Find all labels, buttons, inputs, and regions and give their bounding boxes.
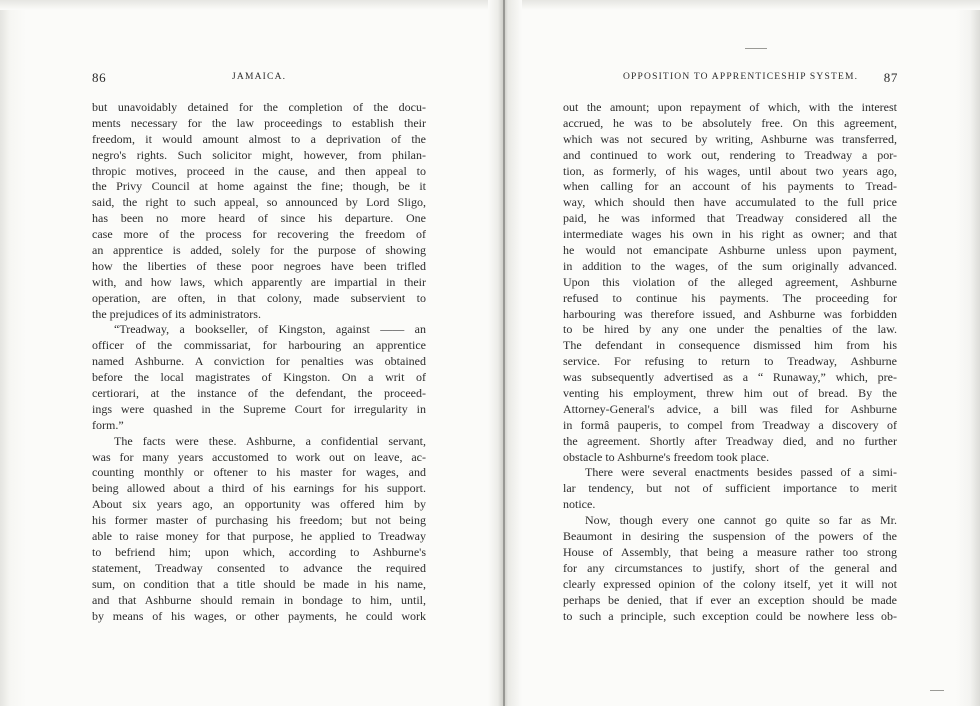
- text-line: the agreement. Shortly after Treadway died, and no further: [563, 433, 897, 448]
- text-line: certiorari, at the instance of the defendant, the proceed-: [92, 386, 426, 401]
- text-line: operation, are often, in that colony, made subservient to: [92, 290, 426, 305]
- text-line: About six years ago, an opportunity was offered him by: [92, 497, 426, 512]
- text-line: way, which should then have accumulated to the full price: [563, 195, 897, 210]
- text-line: by means of his wages, or other payments, he could work: [92, 608, 426, 623]
- text-line: ings were quashed in the Supreme Court for irregularity in: [92, 401, 426, 416]
- text-line: clearly expressed opinion of the colony itself, yet it will not: [563, 576, 897, 591]
- page-number: 87: [883, 70, 898, 85]
- text-line: sum, on condition that a title should be made in his name,: [92, 576, 426, 591]
- text-line: service. For refusing to return to Treadway, Ashburne: [563, 354, 897, 369]
- book-gutter: [488, 0, 522, 706]
- page-number: 86: [92, 70, 107, 85]
- text-line: negro's rights. Such solicitor might, however, from philan-: [92, 147, 426, 162]
- text-line: to such a principle, such exception could be nowhere less ob-: [563, 608, 897, 623]
- text-line: with, and how laws, which apparently are impartial in their: [92, 274, 426, 289]
- text-line: and that Ashburne should remain in bondage to him, until,: [92, 592, 426, 607]
- right-page: [563, 70, 897, 624]
- text-line: named Ashburne. A conviction for penalties was obtained: [92, 354, 426, 369]
- text-line: for any circumstances to justify, short of the general and: [563, 560, 897, 575]
- text-line: House of Assembly, that being a measure rather too strong: [563, 544, 897, 559]
- text-line: lar tendency, but not of sufficient importance to merit: [563, 481, 897, 496]
- left-page: [92, 70, 426, 624]
- text-line: statement, Treadway consented to advance the required: [92, 560, 426, 575]
- running-head: JAMAICA.: [232, 72, 287, 82]
- text-line: counting monthly or oftener to his master for wages, and: [92, 465, 426, 480]
- right-page-header: [563, 70, 897, 90]
- text-line: to befriend him; upon which, according to Ashburne's: [92, 544, 426, 559]
- text-line: and continued to work out, rendering to Treadway a por-: [563, 147, 897, 162]
- text-line: his former master of purchasing his freedom; but not being: [92, 513, 426, 528]
- text-line: Now, though every one cannot go quite so far as Mr.: [585, 513, 897, 528]
- text-line: accrued, he was to be absolutely free. On this agreement,: [563, 115, 897, 130]
- text-line: obstacle to Ashburne's freedom took place.: [563, 449, 770, 464]
- text-line: intermediate wages his own in his right as owner; and that: [563, 227, 897, 242]
- right-page-text: [563, 100, 897, 624]
- text-line: There were several enactments besides passed of a simi-: [585, 465, 897, 480]
- text-line: the prejudices of its administrators.: [92, 306, 261, 321]
- text-line: but unavoidably detained for the completion of the docu-: [92, 100, 426, 114]
- text-line: The facts were these. Ashburne, a confidential servant,: [114, 433, 426, 448]
- text-line: has been no more heard of since his departure. One: [92, 211, 426, 226]
- text-line: form.”: [92, 417, 124, 432]
- text-line: he would not emancipate Ashburne unless upon payment,: [563, 243, 897, 258]
- text-line: freedom, it would amount almost to a deprivation of the: [92, 131, 426, 146]
- text-line: when calling for an account of his payments to Tread-: [563, 179, 897, 194]
- left-page-text: [92, 100, 426, 624]
- text-line: notice.: [563, 497, 596, 512]
- text-line: Upon this violation of the alleged agreement, Ashburne: [563, 274, 897, 289]
- text-line: harbouring was therefore issued, and Ashburne was forbidden: [563, 306, 897, 321]
- text-line: Beaumont in desiring the suspension of the powers of the: [563, 529, 897, 544]
- gutter-fold-line: [503, 0, 505, 706]
- text-line: said, the right to such appeal, so announced by Lord Sligo,: [92, 195, 426, 210]
- text-line: in addition to the wages, of the sum originally advanced.: [563, 258, 897, 273]
- text-line: officer of the commissariat, for harbouring an apprentice: [92, 338, 426, 353]
- text-line: The defendant in consequence dismissed him from his: [563, 338, 897, 353]
- text-line: ments necessary for the law proceedings to establish their: [92, 115, 426, 130]
- text-line: able to raise money for that purpose, he applied to Treadway: [92, 529, 426, 544]
- text-line: was subsequently advertised as a “ Runaway,” which, pre-: [563, 370, 897, 385]
- text-line: thropic motives, proceed in the cause, and then appeal to: [92, 163, 426, 178]
- scan-mark: [930, 690, 944, 691]
- running-head: OPPOSITION TO APPRENTICESHIP SYSTEM.: [623, 72, 859, 82]
- text-line: which was not secured by writing, Ashburne was transferred,: [563, 131, 897, 146]
- text-line: “Treadway, a bookseller, of Kingston, against —— an: [114, 322, 426, 337]
- text-line: tion, as formerly, of his wages, until about two years ago,: [563, 163, 897, 178]
- text-line: venting his employment, threw him out of bread. By the: [563, 386, 897, 401]
- text-line: out the amount; upon repayment of which, with the interest: [563, 100, 897, 114]
- text-line: in formâ pauperis, to compel from Treadway a discovery of: [563, 417, 897, 432]
- text-line: refused to continue his payments. The proceeding for: [563, 290, 897, 305]
- left-page-edge: [0, 0, 26, 706]
- text-line: to be hired by any one under the penalties of the law.: [563, 322, 897, 337]
- text-line: being allowed about a third of his earnings for his support.: [92, 481, 426, 496]
- text-line: was for many years accustomed to work out on leave, ac-: [92, 449, 426, 464]
- text-line: Attorney-General's advice, a bill was filed for Ashburne: [563, 401, 897, 416]
- text-line: an apprentice is added, solely for the purpose of showing: [92, 243, 426, 258]
- text-line: perhaps be denied, that if ever an exception should be made: [563, 592, 897, 607]
- scan-mark: [745, 48, 767, 49]
- text-line: paid, he was informed that Treadway considered all the: [563, 211, 897, 226]
- text-line: case more of the process for recovering the freedom of: [92, 227, 426, 242]
- right-page-edge: [956, 0, 980, 706]
- text-line: how the liberties of these poor negroes have been trifled: [92, 258, 426, 273]
- text-line: the Privy Council at home against the fine; though, be it: [92, 179, 426, 194]
- text-line: before the local magistrates of Kingston. On a writ of: [92, 370, 426, 385]
- left-page-header: [92, 70, 426, 90]
